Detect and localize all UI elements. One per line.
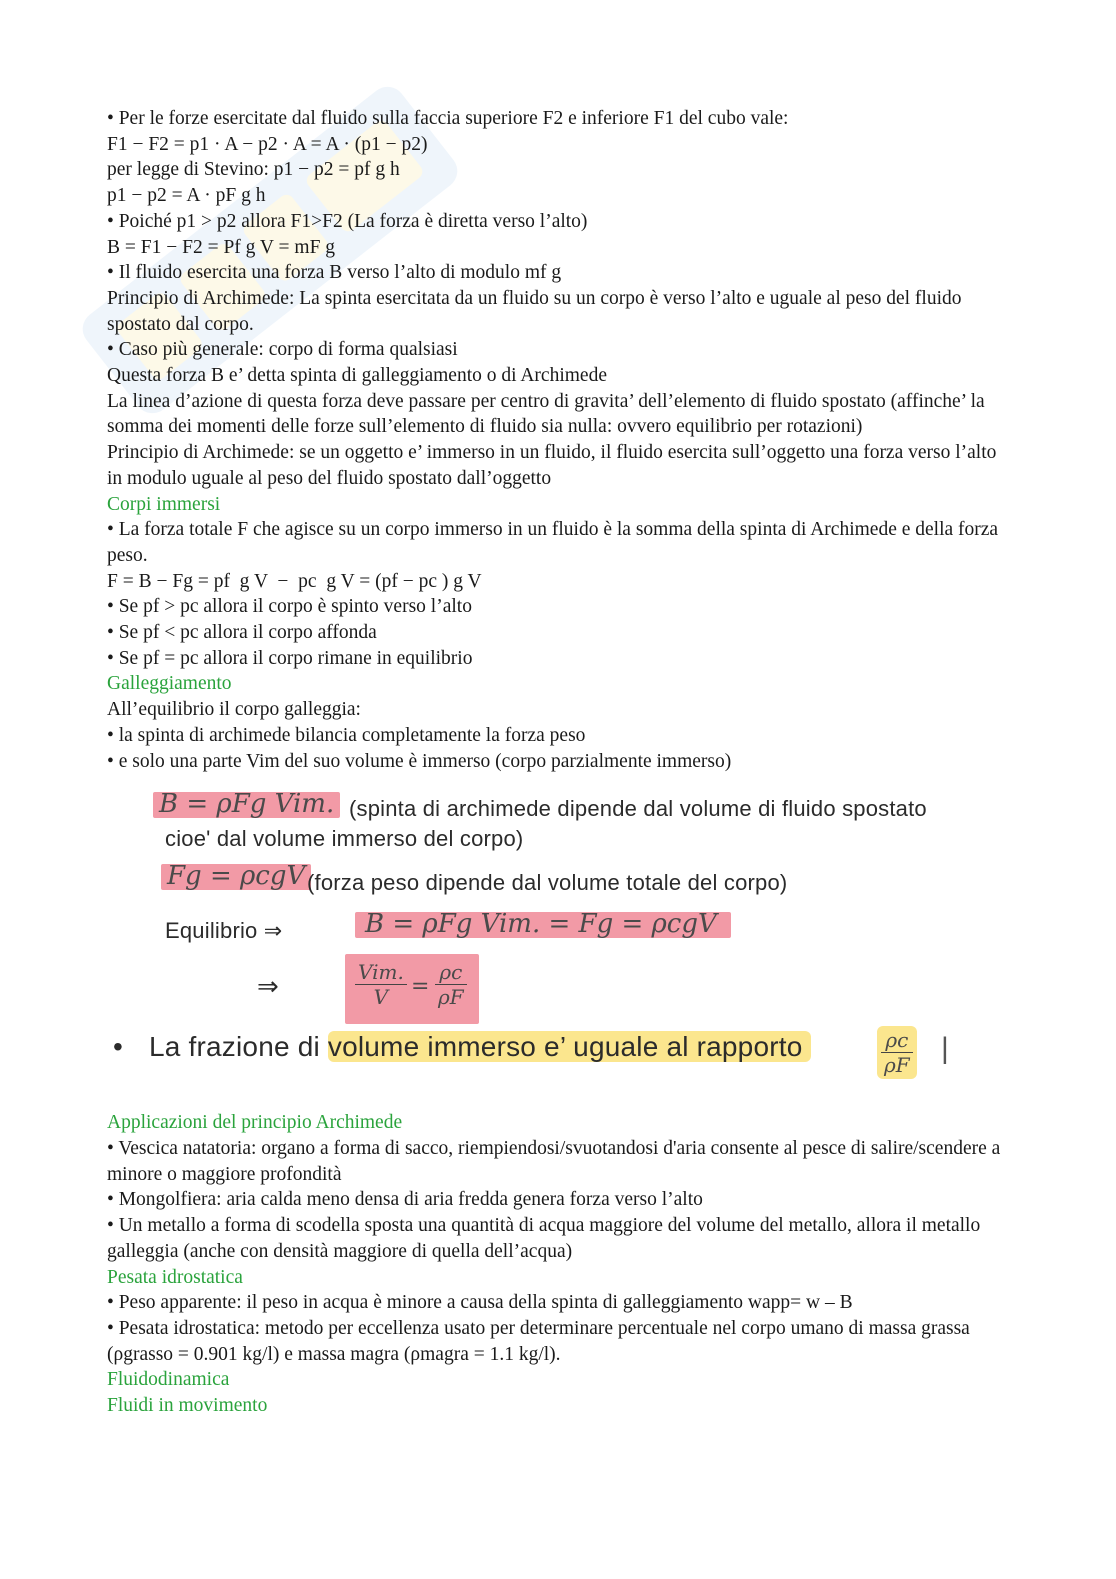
equation-equilibrium: B = ρFg Vim. = Fg = ρcgV (355, 912, 731, 938)
fraction-volume-denominator: V (373, 985, 389, 1010)
text-line: • e solo una parte Vim del suo volume è immerso (corpo parzialmente immerso) (107, 750, 732, 772)
text-line: • Peso apparente: il peso in acqua è minore a causa della spinta di galleggiamento wapp= w – B (107, 1292, 853, 1314)
paragraph-forces (107, 106, 1007, 492)
section-heading-corpi-immersi: Corpi immersi (107, 493, 221, 515)
text-line: • Se pf > pc allora il corpo è spinto verso l’alto (107, 596, 472, 618)
text-line: All’equilibrio il corpo galleggia: (107, 699, 361, 721)
fraction-density-small-denominator: ρF (884, 1053, 910, 1078)
text-line: Questa forza B e’ detta spinta di galleggiamento o di Archimede (107, 365, 607, 387)
equation-buoyancy-note-2: cioe' dal volume immerso del corpo) (165, 826, 524, 852)
equation-weight: Fg = ρcgV (161, 864, 311, 890)
text-line: • Per le forze esercitate dal fluido sulla faccia superiore F2 e inferiore F1 del cubo vale: (107, 108, 789, 129)
text-line: • Poiché p1 > p2 allora F1>F2 (La forza è diretta verso l’alto) (107, 210, 588, 232)
fraction-density-denominator: ρF (438, 985, 464, 1010)
fraction-density (435, 960, 467, 1009)
text-line: • Mongolfiera: aria calda meno densa di aria fredda genera forza verso l’alto (107, 1189, 703, 1211)
fraction-density-numerator: ρc (435, 960, 467, 985)
text-line: Principio di Archimede: La spinta esercitata da un fluido su un corpo è verso l’alto e uguale al peso del fluido spostato dal corpo. (107, 287, 967, 335)
text-line: • Caso più generale: corpo di forma qualsiasi (107, 339, 458, 361)
equals-sign: = (411, 974, 430, 1000)
section-heading-galleggiamento: Galleggiamento (107, 673, 232, 695)
text-cursor: | (941, 1032, 949, 1066)
text-line: • Un metallo a forma di scodella sposta una quantità di acqua maggiore del volume del metallo, allora il metallo galleggia (anche con densità maggiore di quella dell’acqua) (107, 1215, 986, 1262)
bullet-marker: • (113, 1031, 124, 1063)
text-line: • Vescica natatoria: organo a forma di sacco, riempiendosi/svuotandosi d'aria consente al pesce di salire/scendere a minore o maggiore profondità (107, 1137, 1006, 1185)
text-line: F1 − F2 = p1 · A − p2 · A = A · (p1 − p2) (107, 133, 428, 155)
text-line: • La forza totale F che agisce su un corpo immerso in un fluido è la somma della spinta di Archimede e della forza peso. (107, 519, 1003, 566)
text-line: Principio di Archimede: se un oggetto e’ immerso in un fluido, il fluido esercita sull’oggetto una forza verso l’alto in modulo uguale al peso del fluido spostato dall’oggetto (107, 442, 1002, 489)
fraction-density-small-numerator: ρc (881, 1028, 913, 1053)
fraction-density-small (877, 1026, 917, 1079)
paragraph-pesata (107, 1290, 1007, 1367)
text-line: La linea d’azione di questa forza deve passare per centro di gravita’ dell’elemento di fluido spostato (affinche’ la somma dei momenti delle forze sull’elemento di fluido sia nulla: ovvero equilibrio per rotazioni) (107, 390, 990, 438)
equation-weight-note: (forza peso dipende dal volume totale del corpo) (307, 870, 788, 896)
section-heading-fluidi-movimento: Fluidi in movimento (107, 1395, 268, 1417)
fraction-volume (355, 960, 407, 1009)
text-line: B = F1 − F2 = Pf g V = mF g (107, 236, 336, 258)
implies-arrow: ⇒ (257, 971, 279, 1002)
equation-buoyancy: B = ρFg Vim. (153, 792, 340, 818)
document-page (107, 106, 1007, 1419)
text-line: • Se pf = pc allora il corpo rimane in equilibrio (107, 647, 473, 669)
fraction-statement-highlight: volume immerso e’ uguale al rapporto (328, 1031, 811, 1062)
fraction-volume-numerator: Vim. (355, 960, 407, 985)
ratio-box (345, 954, 479, 1024)
fraction-statement-plain: La frazione di (149, 1031, 328, 1063)
equilibrium-label: Equilibrio ⇒ (165, 918, 283, 944)
section-heading-pesata: Pesata idrostatica (107, 1266, 243, 1288)
fraction-statement (149, 1031, 811, 1063)
paragraph-applicazioni (107, 1136, 1007, 1265)
text-line: • Se pf < pc allora il corpo affonda (107, 622, 377, 644)
text-line: p1 − p2 = A · pF g h (107, 185, 266, 207)
text-line: • la spinta di archimede bilancia completamente la forza peso (107, 724, 586, 746)
section-heading-fluidodinamica: Fluidodinamica (107, 1369, 230, 1391)
text-line: • Il fluido esercita una forza B verso l’alto di modulo mf g (107, 262, 562, 284)
text-line: F = B − Fg = pf g V − pc g V = (pf − pc ) g V (107, 570, 482, 592)
text-line: per legge di Stevino: p1 − p2 = pf g h (107, 159, 400, 181)
text-line: • Pesata idrostatica: metodo per eccellenza usato per determinare percentuale nel corpo umano di massa grassa (ρgrasso = 0.901 kg/l) e massa magra (ρmagra = 1.1 kg/l). (107, 1317, 975, 1365)
section-heading-applicazioni: Applicazioni del principio Archimede (107, 1112, 403, 1134)
paragraph-corpi (107, 517, 1007, 671)
paragraph-galleggiamento (107, 697, 1007, 774)
equation-buoyancy-note: (spinta di archimede dipende dal volume di fluido spostato (349, 796, 927, 822)
formula-figure (107, 784, 1007, 1106)
